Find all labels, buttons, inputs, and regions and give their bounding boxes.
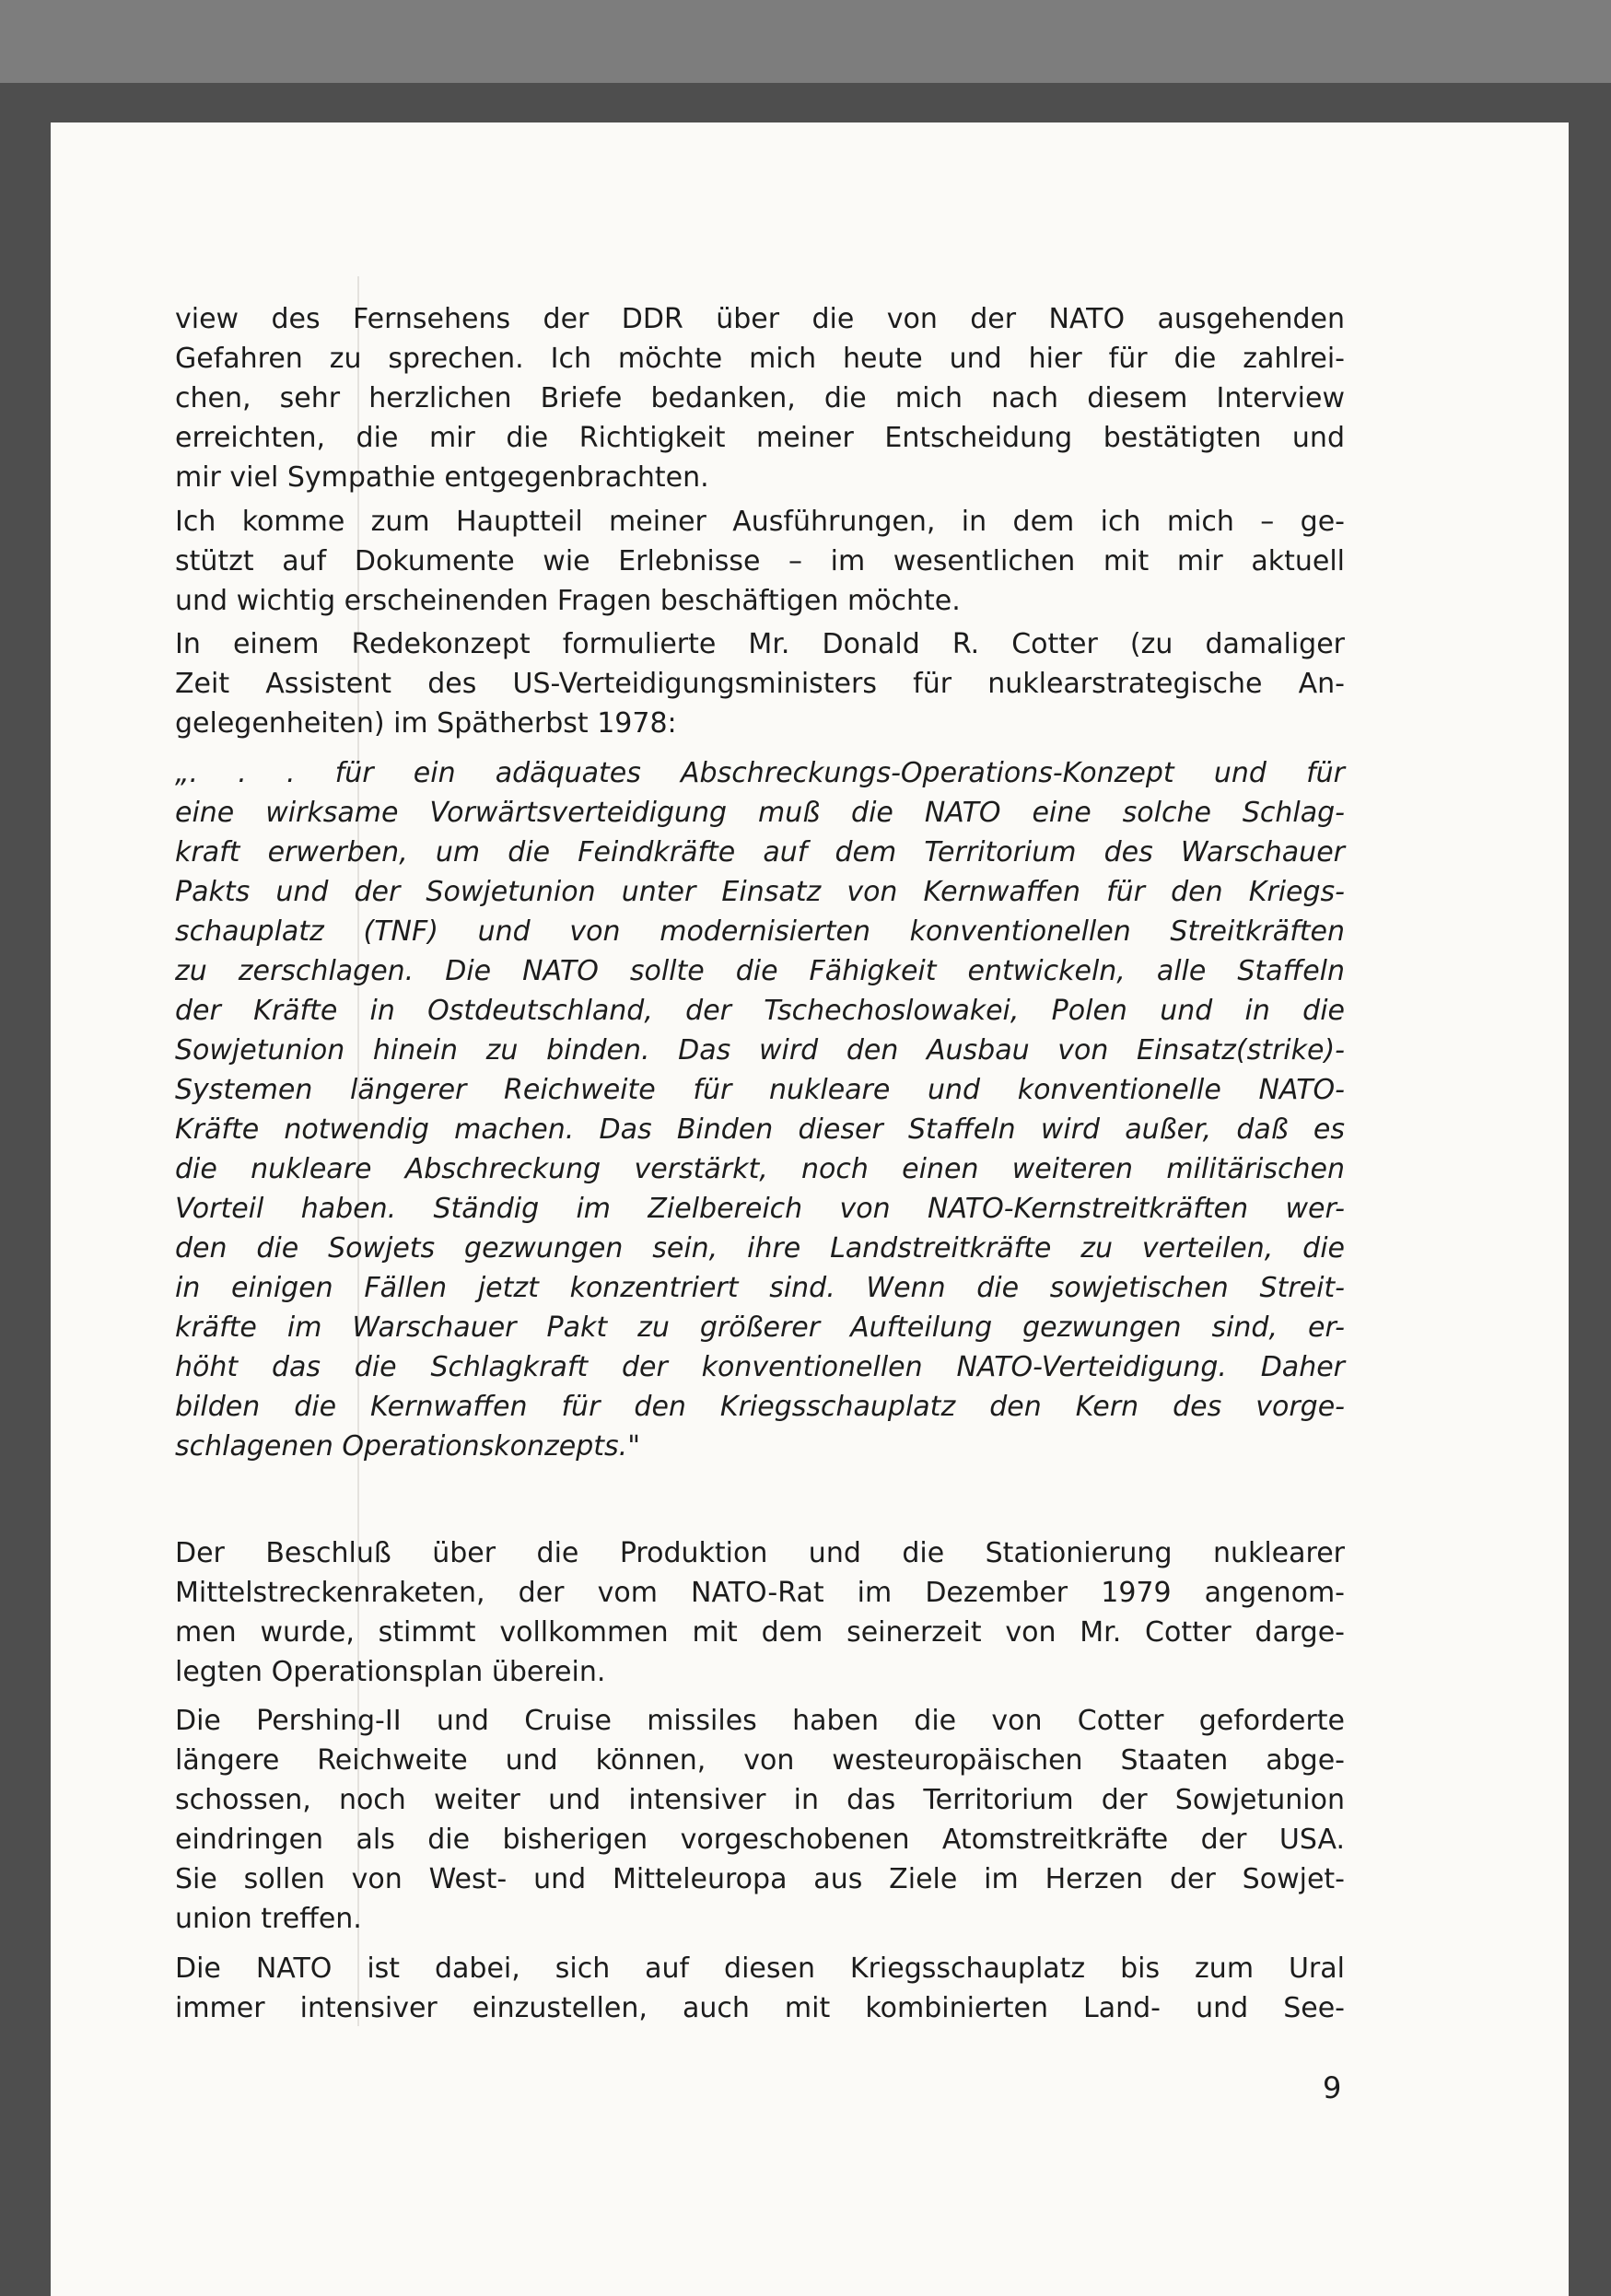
text-line: und wichtig erscheinenden Fragen beschäftigen möchte.	[175, 585, 961, 617]
paragraph	[175, 1949, 1345, 2028]
text-line: Pakts und der Sowjetunion unter Einsatz von Kernwaffen für den Kriegs-	[175, 876, 1345, 908]
text-line: schossen, noch weiter und intensiver in das Territorium der Sowjetunion	[175, 1784, 1345, 1816]
text-line: eine wirksame Vorwärtsverteidigung muß die NATO eine solche Schlag-	[175, 797, 1345, 829]
paragraph	[175, 1701, 1345, 1939]
scanner-top-bar	[0, 0, 1611, 83]
text-line: Ich komme zum Hauptteil meiner Ausführungen, in dem ich mich – ge-	[175, 506, 1345, 538]
text-line: höht das die Schlagkraft der konventionellen NATO-Verteidigung. Daher	[175, 1351, 1345, 1383]
text-line: union treffen.	[175, 1903, 362, 1935]
text-line: in einigen Fällen jetzt konzentriert sind. Wenn die sowjetischen Streit-	[175, 1272, 1345, 1304]
quote-paragraph	[175, 753, 1345, 1466]
text-line: chen, sehr herzlichen Briefe bedanken, die mich nach diesem Interview	[175, 382, 1345, 414]
text-line: Vorteil haben. Ständig im Zielbereich von NATO-Kernstreitkräften wer-	[175, 1193, 1345, 1225]
paragraph	[175, 502, 1345, 621]
text-line: schlagenen Operationskonzepts."	[175, 1430, 641, 1463]
text-line: mir viel Sympathie entgegenbrachten.	[175, 461, 709, 494]
text-line: Gefahren zu sprechen. Ich möchte mich heute und hier für die zahlrei-	[175, 343, 1345, 375]
text-line: bilden die Kernwaffen für den Kriegsschauplatz den Kern des vorge-	[175, 1391, 1345, 1423]
text-line: Die Pershing-II und Cruise missiles haben die von Cotter geforderte	[175, 1705, 1345, 1737]
text-line: die nukleare Abschreckung verstärkt, noch einen weiteren militärischen	[175, 1153, 1345, 1185]
text-line: view des Fernsehens der DDR über die von der NATO ausgehenden	[175, 303, 1345, 335]
page-number: 9	[1323, 2070, 1342, 2105]
text-line: legten Operationsplan überein.	[175, 1656, 606, 1688]
text-line: eindringen als die bisherigen vorgeschobenen Atomstreitkräfte der USA.	[175, 1824, 1345, 1856]
text-line: den die Sowjets gezwungen sein, ihre Landstreitkräfte zu verteilen, die	[175, 1232, 1345, 1265]
text-line: kräfte im Warschauer Pakt zu größerer Aufteilung gezwungen sind, er-	[175, 1311, 1345, 1344]
text-line: Die NATO ist dabei, sich auf diesen Kriegsschauplatz bis zum Ural	[175, 1952, 1345, 1985]
text-line: stützt auf Dokumente wie Erlebnisse – im wesentlichen mit mir aktuell	[175, 545, 1345, 577]
text-line: Systemen längerer Reichweite für nukleare und konventionelle NATO-	[175, 1074, 1345, 1106]
text-line: längere Reichweite und können, von westeuropäischen Staaten abge-	[175, 1744, 1345, 1777]
text-line: Zeit Assistent des US-Verteidigungsministers für nuklearstrategische An-	[175, 668, 1345, 700]
text-line: gelegenheiten) im Spätherbst 1978:	[175, 707, 677, 740]
text-line: kraft erwerben, um die Feindkräfte auf dem Territorium des Warschauer	[175, 836, 1345, 868]
text-line: Sie sollen von West- und Mitteleuropa aus Ziele im Herzen der Sowjet-	[175, 1863, 1345, 1895]
text-line: Der Beschluß über die Produktion und die Stationierung nuklearer	[175, 1537, 1345, 1569]
paragraph	[175, 1533, 1345, 1692]
text-line: der Kräfte in Ostdeutschland, der Tschechoslowakei, Polen und in die	[175, 995, 1345, 1027]
text-line: erreichten, die mir die Richtigkeit meiner Entscheidung bestätigten und	[175, 422, 1345, 454]
text-line: In einem Redekonzept formulierte Mr. Donald R. Cotter (zu damaliger	[175, 628, 1345, 660]
text-line: immer intensiver einzustellen, auch mit kombinierten Land- und See-	[175, 1992, 1345, 2024]
text-line: schauplatz (TNF) und von modernisierten konventionellen Streitkräften	[175, 915, 1345, 948]
text-line: zu zerschlagen. Die NATO sollte die Fähigkeit entwickeln, alle Staffeln	[175, 955, 1345, 987]
paragraph	[175, 299, 1345, 497]
text-line: Kräfte notwendig machen. Das Binden dieser Staffeln wird außer, daß es	[175, 1113, 1345, 1146]
paragraph	[175, 624, 1345, 743]
text-line: Mittelstreckenraketen, der vom NATO-Rat im Dezember 1979 angenom-	[175, 1577, 1345, 1609]
text-line: men wurde, stimmt vollkommen mit dem seinerzeit von Mr. Cotter darge-	[175, 1616, 1345, 1649]
text-line: Sowjetunion hinein zu binden. Das wird den Ausbau von Einsatz(strike)-	[175, 1034, 1345, 1066]
text-line: „. . . für ein adäquates Abschreckungs-Operations-Konzept und für	[175, 757, 1345, 789]
